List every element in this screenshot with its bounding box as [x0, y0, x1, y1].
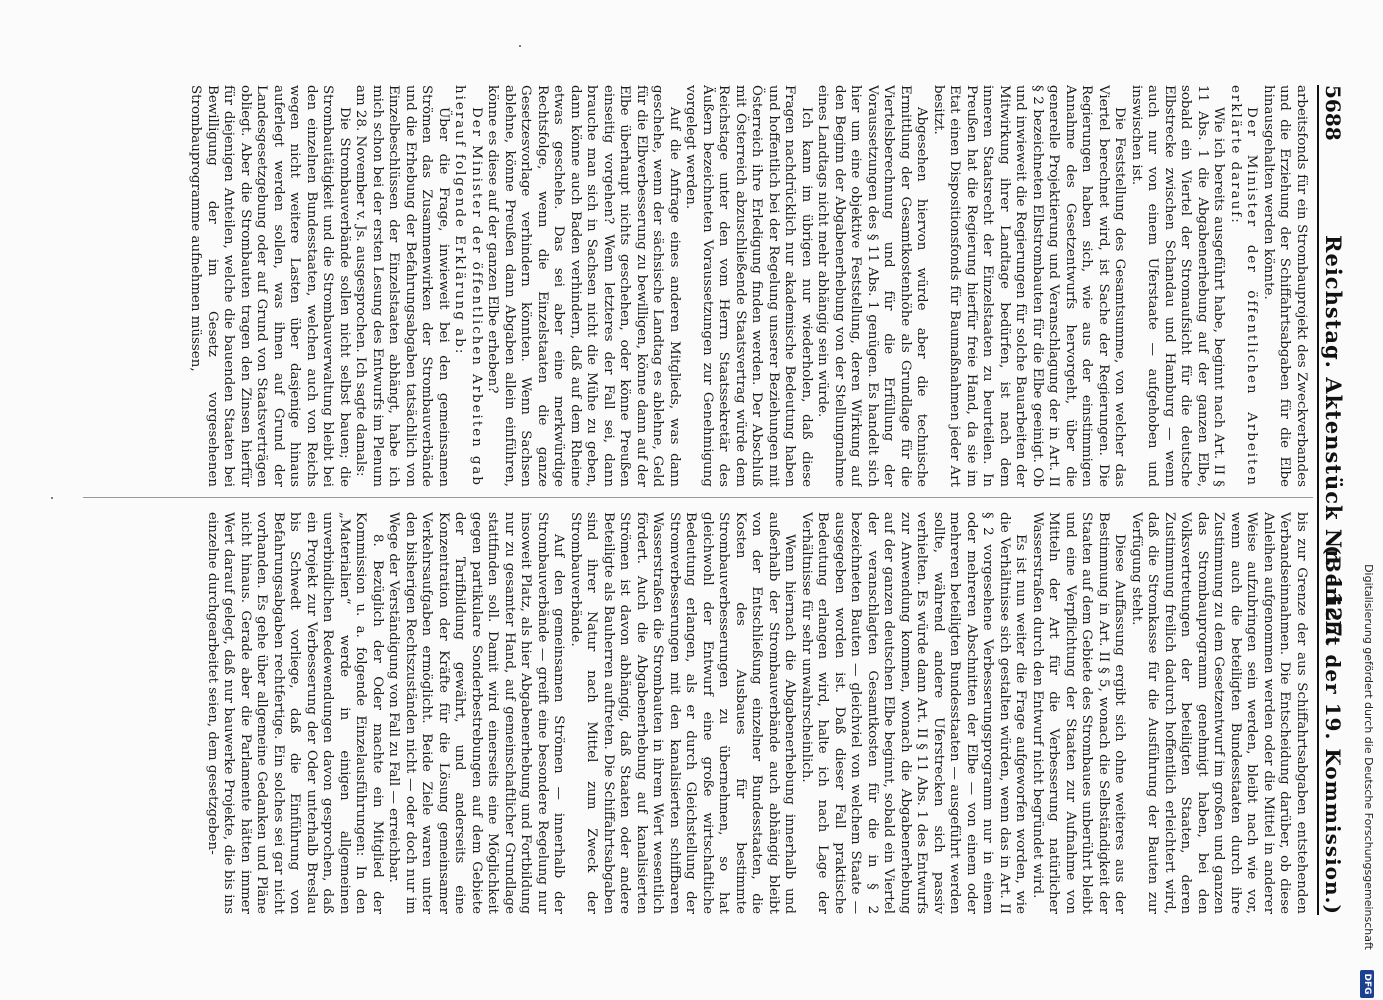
paragraph: Die Strombauverbände sollen nicht selbst bauen; die Strombautätigkeit und die Strombauverwaltung bleibt bei den einzelnen Bundesstaaten, welchen auch von Reichs wegen nicht weitere Lasten über dasjenige hinaus auferlegt werden sollen, was ihnen auf Grund der Landesgesetzgebung oder auf Grund von Staatsverträgen obliegt. Aber die Strombauten tragen den Zinsen hierfür für diejenigen Anteilen, welche die bauenden Staaten bei Bewilligung der im Gesetz vorgesehenen Strombauprogramme aufnehmen müssen, [188, 85, 352, 487]
paragraph: Auf den gemeinsamen Strömen — innerhalb der Strombauverbände — greift eine besondere Regelung nur insoweit Platz, als hier Abgabenerhebung und Fortbildung nur zu gesamter Hand, auf gemeinschaftlicher Grundlage stattfinden soll. Damit wird einerseits eine Möglichkeit gegen partikulare Sonderbestrebungen auf dem Gebiete der Tarifbildung gewährt, und anderseits eine Konzentration der Kräfte für die Lösung gemeinsamer Verkehrsaufgaben ermöglicht. Beide Ziele waren unter den bisherigen Rechtszuständen nicht — oder doch nur im Wege der Verständigung von Fall zu Fall — erreichbar. [386, 512, 567, 914]
paragraph: Es ist nun weiter die Frage aufgeworfen worden, wie die Verhältnisse sich gestalten würden, wenn das in Art. II § 2 vorgesehene Verbesserungsprogramm nur in einem oder mehreren Abschnitten der Elbe — von einem oder mehreren beteiligten Bundesstaaten — ausgeführt werden sollte, während andere Uferstrecken sich passiv verhielten. Es würde dann Art. II § 11 Abs. 1 des Entwurfs zur Anwendung kommen, wonach die Abgabenerhebung auf der ganzen deutschen Elbe beginnt, sobald ein Viertel der veranschlagten Gesamtkosten für die in § 2 bezeichneten Bauten — gleichviel von welchem Staate — ausgegeben worden ist. Daß dieser Fall praktische Bedeutung erlangen wird, halte ich nach Lage der Verhältnisse für sehr unwahrscheinlich. [799, 512, 1029, 914]
paragraph: arbeitsfonds für ein Strombauprojekt des Zweckverbandes und die Erziehung der Schiffahrtsabgaben für die Elbe hinausgehalten werden könnte. [1261, 85, 1309, 487]
paragraph: bis zur Grenze der aus Schiffahrtsabgaben entstehenden Verbandseinnahmen. Die Entscheidung darüber, ob diese Anleihen aufgenommen werden oder die Mittel in anderer Weise aufzubringen sein werden, bleibt nach wie vor, wenn auch die beteiligten Bundesstaaten durch ihre Zustimmung zu dem Gesetzentwurf im großen und ganzen das Strombauprogramm genehmigt haben, bei den Volksvertretungen der beteiligten Staaten, deren Zustimmung freilich dadurch hoffentlich erleichtert wird, daß die Stromkasse für die Ausführung der Bauten zur Verfügung steht. [1129, 512, 1309, 914]
page-number: 5688 [1321, 85, 1345, 141]
dfg-logo: DFG [1360, 970, 1374, 998]
paragraph: Ich kann im übrigen nur wiederholen, daß diese Fragen nachdrücklich nur akademische Bedeutung haben und hoffentlich bei der Regelung unserer Beziehungen mit Österreich ihre Erledigung finden werden. Der Abschluß mit Österreich abzuschließende Staatsvertrag würde dem Reichstage unter den vom Herrn Staatssekretär des Äußern bezeichneten Voraussetzungen zur Genehmigung vorgelegt werden. [683, 85, 814, 487]
column-divider [83, 497, 1313, 498]
left-column [9, 85, 1309, 487]
paragraph: Die Feststellung des Gesamtsumme, von welcher das Viertel berechnet wird, ist Sache der Regierungen. Die Regierungen haben sich, wie aus der einstimmigen Annahme des Gesetzentwurfs hervorgeht, über die generelle Projektierung und Veranschlagung der in Art. II § 2 bezeichneten Elbstrombauten für die Elbe geeinigt. Ob und inwieweit die Regierungen für solche Bauarbeiten der Mitwirkung ihrer Landtage bedürfen, ist nach dem inneren Staatsrecht der Einzelstaaten zu beurteilen. In Preußen hat die Regierung hierfür freie Hand, da sie im Etat einen Dispositionsfonds für Baumaßnahmen jeder Art besitzt. [931, 85, 1128, 487]
right-column [9, 512, 1309, 914]
page-header [1317, 85, 1349, 915]
funding-credit: Digitalisierung gefördert durch die Deutsche Forschungsgemeinschaft [1362, 564, 1375, 950]
running-subtitle: (Bericht der 19. Kommission.) [1321, 545, 1345, 915]
paragraph: Auf die Anfrage eines anderen Mitglieds, was dann geschehe, wenn der sächsische Landtag es ablehne, Geld für die Elbverbesserung zu bewilligen, könne dann auf der Elbe überhaupt nichts geschehen, oder könne Preußen einseitig vorgehen? Wenn letzteres der Fall sei, dann brauche man sich in Sachsen nicht die Mühe zu geben, dann könne auch Baden verhindern, daß auf dem Rheine etwas geschehe. Das sei aber eine merkwürdige Rechtsfolge, wenn die Einzelstaaten die ganze Gesetzesvorlage verhindern könnten. Wenn Sachsen ablehne, könne Preußen dann Abgaben allein einführen, könne es diese auf der ganzen Elbe erheben? [485, 85, 682, 487]
paragraph: Wenn hiernach die Abgabenerhebung innerhalb und außerhalb der Strombauverbände auch abhängig bleibt von der Entschließung einzelner Bundesstaaten, die Kosten des Ausbaues für bestimmte Strombauverbesserungen zu übernehmen, so hat gleichwohl der Entwurf eine große wirtschaftliche Bedeutung erlangen, als er durch Gleichstellung der Stromverbesserungen mit den kanalisierten schiffbaren Wasserstraßen die Strombauten in ihrem Wert wesentlich fördert. Auch die Abgabenerhebung auf kanalisierten Strömen ist davon abhängig, daß Staaten oder andere Beteiligte als Bauherren auftreten. Die Schiffahrtsabgaben sind ihrer Natur nach Mittel zum Zweck der Strombauverbände. [568, 512, 798, 914]
paragraph: Wie ich bereits ausgeführt habe, beginnt nach Art. II § 11 Abs. 1 die Abgabenerhebung auf der ganzen Elbe, sobald ein Viertel der Stromaufsicht für die deutsche Elbstrecke zwischen Schandau und Hamburg — wenn auch nur von einem Uferstaate — aufgehoben und inswischen ist. [1129, 85, 1227, 487]
speaker-line: Der Minister der öffentlichen Arbeiten erklärte darauf: [1228, 85, 1260, 487]
scan-speck [519, 45, 521, 47]
scan-speck [51, 497, 53, 499]
paragraph: Über die Frage, inwieweit bei den gemeinsamen Strömen das Zusammenwirken der Strombauverbände und die Erhebung der Befahrungsabgaben tatsächlich von Einzelbeschlüssen der Einzelstaaten abhängt, habe ich mich schon bei der ersten Lesung des Entwurfs im Plenum am 28. November v. Js. ausgesprochen. Ich sagte damals: [353, 85, 451, 487]
digitization-note [1355, 0, 1375, 1000]
speaker-line: Der Minister der öffentlichen Arbeiten gab hierauf folgende Erklärung ab: [452, 85, 484, 487]
paragraph: Abgesehen hiervon würde aber die technische Ermittlung der Gesamtkostenhöhe als Grundlage für die Viertelsberechnung und für die Erfüllung der Voraussetzungen des § 11 Abs. 1 genügen. Es handelt sich hier um eine objektive Feststellung, deren Wirkung auf den Beginn der Abgabenerhebung von der Stellungnahme eines Landtags nicht mehr abhängig sein würde. [815, 85, 930, 487]
running-title: Reichstag. Aktenstück Nr. 1127. [1321, 235, 1346, 647]
paragraph: 8. Bezüglich der Oder machte ein Mitglied der Kommission u. a. folgende Einzelausführungen: In den „Materialien“ werde in einigen allgemeinen unverbindlichen Redewendungen davon gesprochen, daß ein Projekt zur Verbesserung der Oder unterhalb Breslau bis Schwedt vorliege, daß die Einführung von Befahrungsabgaben rechtfertige. Ein solches sei gar nicht vorhanden. Es gehe über allgemeine Gedanken und Pläne nicht hinaus. Gerade aber die Parlamente hätten immer Wert darauf gelegt, daß nur bauwerke Projekte, die bis ins einzelne durchgearbeitet seien, dem gesetzgeben- [205, 512, 385, 914]
paragraph: Diese Auffassung ergibt sich ohne weiteres aus der Bestimmung in Art. II § 5, wonach die Selbständigkeit der Staaten auf dem Gebiete des Strombaues unberührt bleibt und eine Verpflichtung der Staaten zur Aufnahme von Mitteln der Art für die Verbesserung natürlicher Wasserstraßen durch den Entwurf nicht begründet wird. [1030, 512, 1128, 914]
